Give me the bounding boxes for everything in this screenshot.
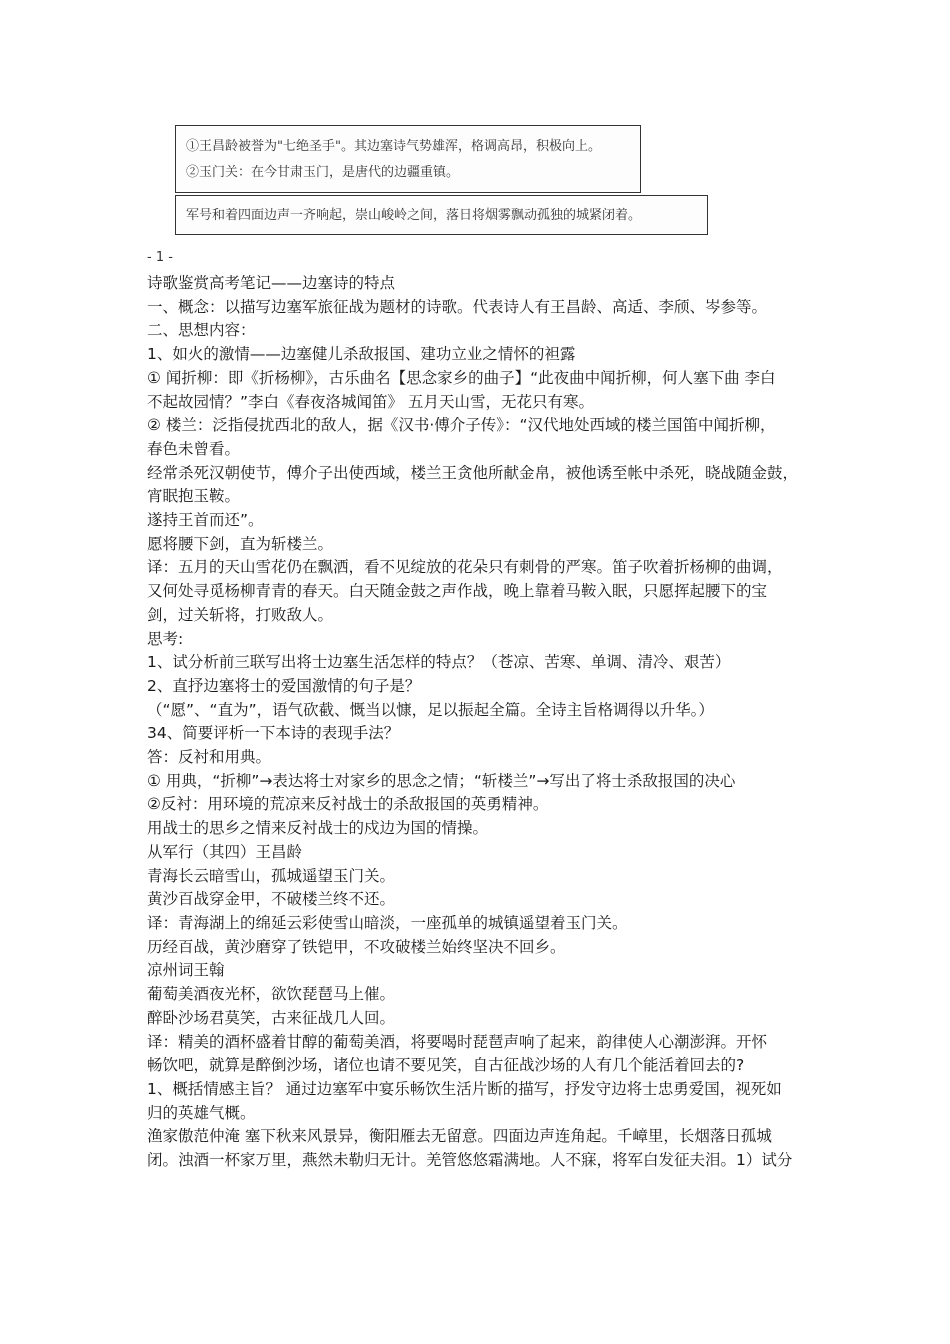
text-line: 宵眠抱玉鞍。 (147, 487, 241, 506)
text-line: ②反衬：用环境的荒凉来反衬战士的杀敌报国的英勇精神。 (147, 795, 549, 814)
text-line: 思考: (147, 629, 184, 648)
annotation-box (175, 125, 641, 193)
text-line: 历经百战，黄沙磨穿了铁铠甲，不攻破楼兰始终坚决不回乡。 (147, 937, 566, 956)
text-line: 归的英雄气概。 (147, 1103, 256, 1122)
text-line: （“愿”、“直为”，语气砍截、慨当以慷，足以振起全篇。全诗主旨格调得以升华。） (147, 700, 714, 719)
translation-box (175, 195, 708, 235)
page-number: - 1 - (147, 250, 173, 265)
text-line: 2、直抒边塞将士的爱国激情的句子是？ (147, 676, 421, 695)
text-line: 愿将腰下剑，直为斩楼兰。 (147, 534, 334, 553)
text-line: 醉卧沙场君莫笑，古来征战几人回。 (147, 1008, 396, 1027)
text-line: 不起故园情？”李白《春夜洛城闻笛》 五月天山雪，无花只有寒。 (147, 392, 594, 411)
text-line: 剑，过关斩将，打败敌人。 (147, 605, 334, 624)
document-title: 诗歌鉴赏高考笔记——边塞诗的特点 (147, 274, 396, 292)
text-line: 经常杀死汉朝使节，傅介子出使西域，楼兰王贪他所献金帛，被他诱至帐中杀死，晓战随金鼓， (147, 463, 799, 482)
text-line: 二、思想内容： (147, 321, 256, 340)
text-line: 遂持王首而还”。 (147, 511, 264, 530)
text-line: 闭。浊酒一杯家万里，燕然未勒归无计。羌管悠悠霜满地。人不寐，将军白发征夫泪。1）试分 (147, 1151, 793, 1170)
translation-line: 军号和着四面边声一齐响起，崇山峻岭之间，落日将烟雾飘动孤独的城紧闭着。 (186, 208, 642, 223)
text-line: 答：反衬和用典。 (147, 748, 272, 767)
document-body (147, 272, 827, 1173)
text-line: 译：青海湖上的绵延云彩使雪山暗淡，一座孤单的城镇遥望着玉门关。 (147, 913, 628, 932)
text-line: 葡萄美酒夜光杯，欲饮琵琶马上催。 (147, 985, 396, 1004)
text-line: 译：精美的酒杯盛着甘醇的葡萄美酒，将要喝时琵琶声响了起来，韵律使人心潮澎湃。开怀 (147, 1032, 768, 1051)
text-line: ② 楼兰：泛指侵扰西北的敌人，据《汉书·傅介子传》：“汉代地处西域的楼兰国笛中闻折柳， (147, 416, 776, 435)
text-line: 凉州词王翰 (147, 961, 225, 980)
text-line: 又何处寻觅杨柳青青的春天。白天随金鼓之声作战，晚上靠着马鞍入眠，只愿挥起腰下的宝 (147, 582, 768, 601)
text-line: 从军行（其四）王昌龄 (147, 842, 303, 861)
text-line: 1、试分析前三联写出将士边塞生活怎样的特点？（苍凉、苦寒、单调、清冷、艰苦） (147, 653, 731, 672)
text-line: 一、概念：以描写边塞军旅征战为题材的诗歌。代表诗人有王昌龄、高适、李颀、岑参等。 (147, 297, 768, 316)
annotation-line-1: ①王昌龄被誉为"七绝圣手"。其边塞诗气势雄浑，格调高昂，积极向上。 (186, 139, 601, 154)
text-line: 1、如火的激情——边塞健儿杀敌报国、建功立业之情怀的袒露 (147, 345, 576, 364)
text-line: 渔家傲范仲淹 塞下秋来风景异，衡阳雁去无留意。四面边声连角起。千嶂里，长烟落日孤城 (147, 1127, 772, 1146)
text-line: 黄沙百战穿金甲，不破楼兰终不还。 (147, 890, 396, 909)
text-line: 青海长云暗雪山，孤城遥望玉门关。 (147, 866, 396, 885)
text-line: ① 用典，“折柳”→表达将士对家乡的思念之情；“斩楼兰”→写出了将士杀敌报国的决心 (147, 771, 736, 790)
text-line: ① 闻折柳：即《折杨柳》，古乐曲名【思念家乡的曲子】“此夜曲中闻折柳，何人塞下曲 李白 (147, 368, 776, 387)
annotation-line-2: ②玉门关：在今甘肃玉门，是唐代的边疆重镇。 (186, 165, 460, 180)
text-line: 译：五月的天山雪花仍在飘洒，看不见绽放的花朵只有刺骨的严寒。笛子吹着折杨柳的曲调， (147, 558, 783, 577)
text-line: 畅饮吧，就算是醉倒沙场，诸位也请不要见笑，自古征战沙场的人有几个能活着回去的? (147, 1056, 745, 1075)
text-line: 34、简要评析一下本诗的表现手法？ (147, 724, 400, 743)
text-line: 春色未曾看。 (147, 439, 241, 458)
text-line: 1、概括情感主旨？ 通过边塞军中宴乐畅饮生活片断的描写，抒发守边将士忠勇爱国，视死如 (147, 1079, 782, 1098)
text-line: 用战士的思乡之情来反衬战士的戍边为国的情操。 (147, 819, 489, 838)
